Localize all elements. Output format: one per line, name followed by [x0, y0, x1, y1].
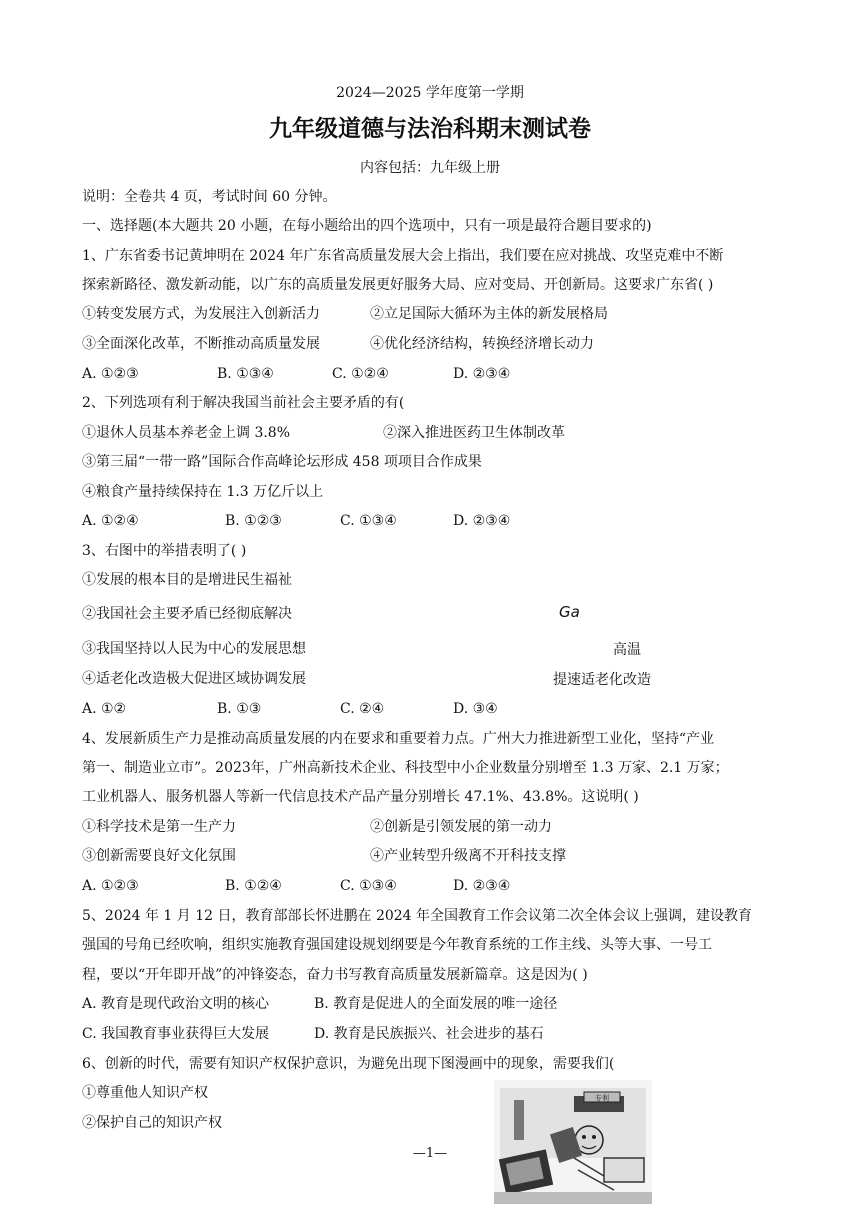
q3-option-a: A. ①②	[82, 701, 127, 717]
instructions: 说明：全卷共 4 页，考试时间 60 分钟。	[82, 189, 337, 205]
q5-option-a: A. 教育是现代政治文明的核心	[82, 996, 270, 1012]
page-title: 九年级道德与法治科期末测试卷	[269, 116, 591, 142]
q4-stem-line3: 工业机器人、服务机器人等新一代信息技术产品产量分别增长 47.1%、43.8%。这说明( )	[82, 789, 639, 805]
q2-statement-1: ①退休人员基本养老金上调 3.8%	[82, 425, 291, 441]
patent-cartoon-image	[494, 1080, 652, 1204]
q4-stem-line1: 4、发展新质生产力是推动高质量发展的内在要求和重要着力点。广州大力推进新型工业化，坚持“产业	[82, 731, 715, 747]
q4-option-d: D. ②③④	[453, 878, 511, 894]
q1-statement-1: ①转变发展方式，为发展注入创新活力	[82, 306, 320, 322]
q3-statement-4: ④适老化改造极大促进区域协调发展	[82, 671, 306, 687]
q2-statement-2: ②深入推进医药卫生体制改革	[383, 425, 565, 441]
q2-option-c: C. ①③④	[340, 513, 397, 529]
q1-option-d: D. ②③④	[453, 366, 511, 382]
q2-statement-3: ③第三届“一带一路”国际合作高峰论坛形成 458 项项目合作成果	[82, 454, 482, 470]
cartoon-patent-label: 专利	[595, 1094, 609, 1103]
q3-statement-3: ③我国坚持以人民为中心的发展思想	[82, 641, 306, 657]
q2-statement-4: ④粮食产量持续保持在 1.3 万亿斤以上	[82, 484, 324, 500]
figure-ga-label: Ga	[559, 603, 580, 621]
q2-option-b: B. ①②③	[225, 513, 282, 529]
q4-option-a: A. ①②③	[82, 878, 139, 894]
q5-stem-line1: 5、2024 年 1 月 12 日，教育部部长怀进鹏在 2024 年全国教育工作会议第二次全体会议上强调，建设教育	[82, 908, 753, 924]
q2-option-d: D. ②③④	[453, 513, 511, 529]
q3-statement-2: ②我国社会主要矛盾已经彻底解决	[82, 606, 292, 622]
q1-statement-3: ③全面深化改革，不断推动高质量发展	[82, 336, 320, 352]
q1-option-b: B. ①③④	[217, 366, 274, 382]
q1-statement-4: ④优化经济结构，转换经济增长动力	[370, 336, 594, 352]
q4-option-b: B. ①②④	[225, 878, 282, 894]
q4-statement-3: ③创新需要良好文化氛围	[82, 848, 236, 864]
q5-option-d: D. 教育是民族振兴、社会进步的基石	[314, 1026, 544, 1042]
q5-option-c: C. 我国教育事业获得巨大发展	[82, 1026, 270, 1042]
q4-statement-1: ①科学技术是第一生产力	[82, 819, 236, 835]
q4-statement-2: ②创新是引领发展的第一动力	[370, 819, 552, 835]
q1-option-c: C. ①②④	[332, 366, 389, 382]
q1-statement-2: ②立足国际大循环为主体的新发展格局	[370, 306, 608, 322]
q1-stem-line1: 1、广东省委书记黄坤明在 2024 年广东省高质量发展大会上指出，我们要在应对挑战、攻坚克难中不断	[82, 248, 724, 264]
figure-caption: 提速适老化改造	[553, 672, 651, 688]
q6-statement-2: ②保护自己的知识产权	[82, 1115, 222, 1131]
q3-stem: 3、右图中的举措表明了( )	[82, 543, 247, 559]
q3-statement-1: ①发展的根本目的是增进民生福祉	[82, 572, 292, 588]
section-heading: 一、选择题(本大题共 20 小题，在每小题给出的四个选项中，只有一项是最符合题目要求的)	[82, 218, 652, 234]
q5-stem-line3: 程，要以“开年即开战”的冲锋姿态，奋力书写教育高质量发展新篇章。这是因为( )	[82, 967, 588, 983]
q4-statement-4: ④产业转型升级离不开科技支撑	[370, 848, 566, 864]
q5-option-b: B. 教育是促进人的全面发展的唯一途径	[314, 996, 558, 1012]
page-number: —1—	[412, 1146, 448, 1161]
q6-stem: 6、创新的时代，需要有知识产权保护意识，为避免出现下图漫画中的现象，需要我们(	[82, 1056, 615, 1072]
q6-statement-1: ①尊重他人知识产权	[82, 1085, 208, 1101]
q1-stem-line2: 探索新路径、激发新动能，以广东的高质量发展更好服务大局、应对变局、开创新局。这要求广东省( )	[82, 277, 714, 293]
q5-stem-line2: 强国的号角已经吹响，组织实施教育强国建设规划纲要是今年教育系统的工作主线、头等大事、一号工	[82, 937, 712, 953]
q3-option-b: B. ①③	[217, 701, 262, 717]
q2-option-a: A. ①②④	[82, 513, 139, 529]
q4-stem-line2: 第一、制造业立市”。2023年，广州高新技术企业、科技型中小企业数量分别增至 1.3 万家、2.1 万家；	[82, 760, 729, 776]
school-year: 2024—2025 学年度第一学期	[336, 85, 524, 101]
q3-option-c: C. ②④	[340, 701, 385, 717]
q2-stem: 2、下列选项有利于解决我国当前社会主要矛盾的有(	[82, 395, 405, 411]
q4-option-c: C. ①③④	[340, 878, 397, 894]
content-scope: 内容包括：九年级上册	[360, 160, 500, 176]
q3-option-d: D. ③④	[453, 701, 498, 717]
figure-gaowen-label: 高温	[613, 642, 641, 658]
q1-option-a: A. ①②③	[82, 366, 139, 382]
